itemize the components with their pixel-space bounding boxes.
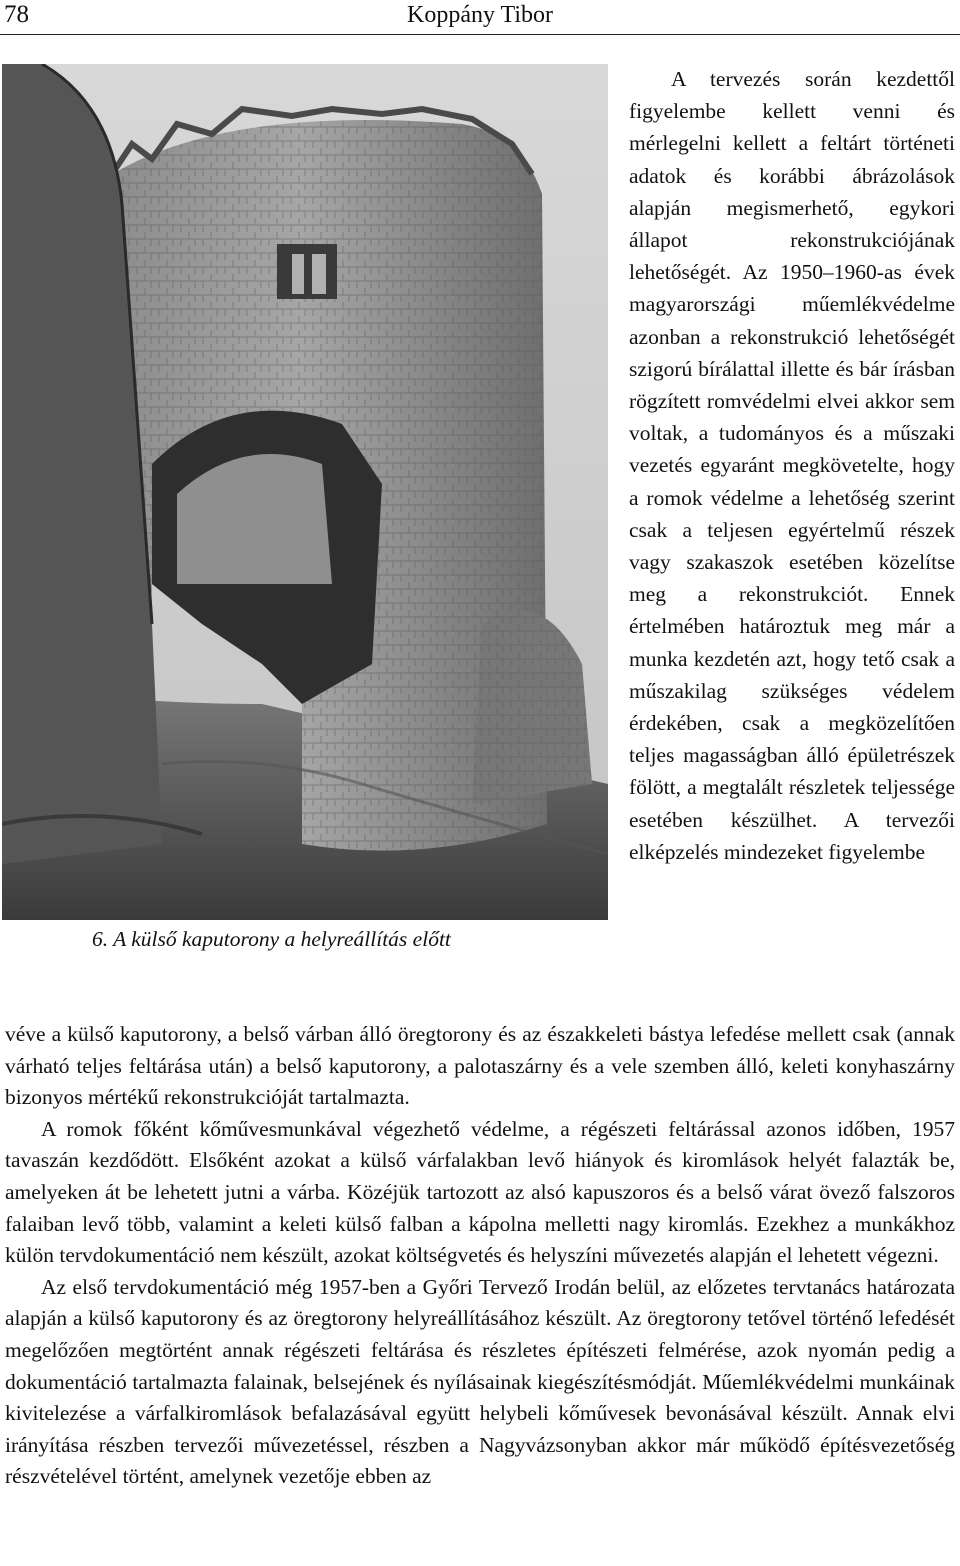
gate-tower-photo: [2, 64, 608, 920]
running-title: Koppány Tibor: [406, 2, 554, 28]
body-text: [5, 1019, 955, 1493]
paragraph: A tervezés során kezdettől figyelembe kellett venni és mérlegelni kellett a feltárt történeti adatok és korábbi ábrázolások alapján megismerhető, egykori állapot rekonstrukciójának lehetőségét. Az 1950–1960-as évek magyarországi műemlékvédelme azonban a rekonstrukció lehetőségét szigorú bírálattal illette és bár írásban rögzített romvédelmi elvei akkor sem voltak, a tudományos és a műszaki vezetés egyaránt megkövetelte, hogy a romok védelme a lehetőség szerint csak a teljesen egyértelmű részek vagy szakaszok esetében közelítse meg a rekonstrukciót. Ennek értelmében határoztuk meg már a munka kezdetén azt, hogy tető csak a műszakilag szükséges védelem érdekében, csak a megközelítően teljes magasságban álló épületrészek fölött, a megtalált részletek teljessége esetében készülhet. A tervezői elképzelés mindezeket figyelembe: [629, 67, 955, 864]
paragraph: véve a külső kaputorony, a belső várban álló öregtorony és az északkeleti bástya lefedése mellett csak (annak várható teljes feltárása után) a belső kaputorony, a palotaszárny és a vele szemben álló, keleti konyhaszárny bizonyos mértékű rekonstrukcióját tartalmazta.: [5, 1022, 955, 1110]
page-number: 78: [4, 1, 29, 28]
header-rule: [0, 34, 960, 35]
paragraph: A romok főként kőművesmunkával végezhető védelme, a régészeti feltárással azonos időben, 1957 tavaszán kezdődött. Elsőként azokat a külső várfalakban levő hiányok és kiromlások helyét falazták be, amelyeken át be lehetett jutni a várba. Közéjük tartozott az alsó kapuszoros és a belső várat övező falszoros falaiban levő több, valamint a keleti külső falban a kápolna melletti nagy kiromlás. Ezekhez a munkákhoz külön tervdokumentáció nem készült, azokat költségvetés és helyszíni művezetés alapján el lehetett végezni.: [5, 1116, 955, 1268]
paragraph: Az első tervdokumentáció még 1957-ben a Győri Tervező Irodán belül, az előzetes tervtanács határozata alapján a külső kaputorony és az öregtorony helyreállításához készült. Az öregtorony tetővel történő lefedését megelőzően megtörtént annak régészeti feltárása és részletes építészeti felmérése, azok nyomán pedig a dokumentáció tartalmazta falainak, belsejének és nyílásainak kiegészítésmódját. Műemlékvédelmi munkáinak kivitelezése a várfalkiromlások befalazásával együtt helybeli kőművesek bevonásával készült. Annak elvi irányítása részben tervezői művezetéssel, részben a Nagyvázsonyban akkor már működő építésvezetőség részvételével történt, amelynek vezetője ebben az: [5, 1274, 955, 1489]
right-column-text: [629, 63, 955, 868]
figure-caption: 6. A külső kaputorony a helyreállítás előtt: [92, 927, 451, 951]
